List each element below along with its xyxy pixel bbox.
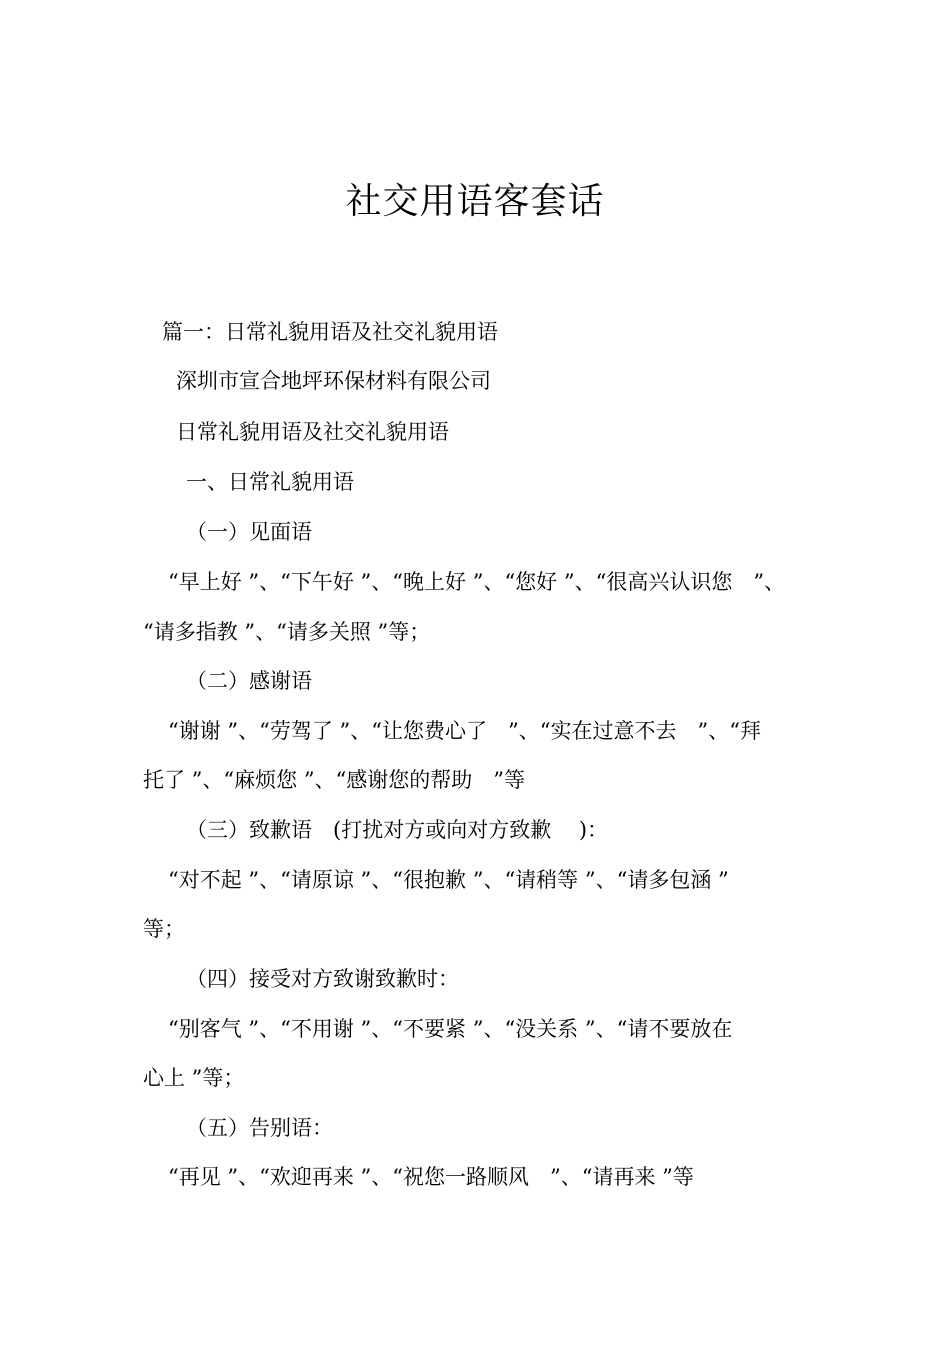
paragraph-line: “请多指教 ”、“请多关照 ”等；	[143, 620, 431, 644]
section-heading-part-one: 篇一：日常礼貌用语及社交礼貌用语	[162, 320, 498, 344]
paragraph-line: “早上好 ”、“下午好 ”、“晚上好 ”、“您好 ”、“很高兴认识您 ”、	[168, 570, 786, 594]
company-name: 深圳市宣合地坪环保材料有限公司	[176, 369, 491, 393]
heading-daily-polite-phrases: 一、日常礼貌用语	[186, 470, 354, 494]
subheading-farewell: （五）告别语：	[186, 1116, 333, 1140]
paragraph-line: “别客气 ”、“不用谢 ”、“不要紧 ”、“没关系 ”、“请不要放在	[168, 1017, 733, 1041]
paragraph-line: “对不起 ”、“请原谅 ”、“很抱歉 ”、“请稍等 ”、“请多包涵 ”	[168, 868, 729, 892]
paragraph-line: 等；	[143, 917, 185, 941]
paragraph-line: 托了 ”、“麻烦您 ”、“感谢您的帮助 ”等	[143, 768, 526, 792]
subheading-thanks: （二）感谢语	[186, 669, 312, 693]
subheading-apology: （三）致歉语 (打扰对方或向对方致歉 )：	[186, 818, 609, 842]
subtitle: 日常礼貌用语及社交礼貌用语	[176, 420, 449, 444]
subheading-greetings: （一）见面语	[186, 520, 312, 544]
paragraph-line: “谢谢 ”、“劳驾了 ”、“让您费心了 ”、“实在过意不去 ”、“拜	[168, 719, 761, 743]
paragraph-line: “再见 ”、“欢迎再来 ”、“祝您一路顺风 ”、“请再来 ”等	[168, 1165, 694, 1189]
subheading-accept-thanks: （四）接受对方致谢致歉时：	[186, 967, 459, 991]
paragraph-line: 心上 ”等；	[143, 1066, 245, 1090]
document-title: 社交用语客套话	[345, 181, 605, 222]
